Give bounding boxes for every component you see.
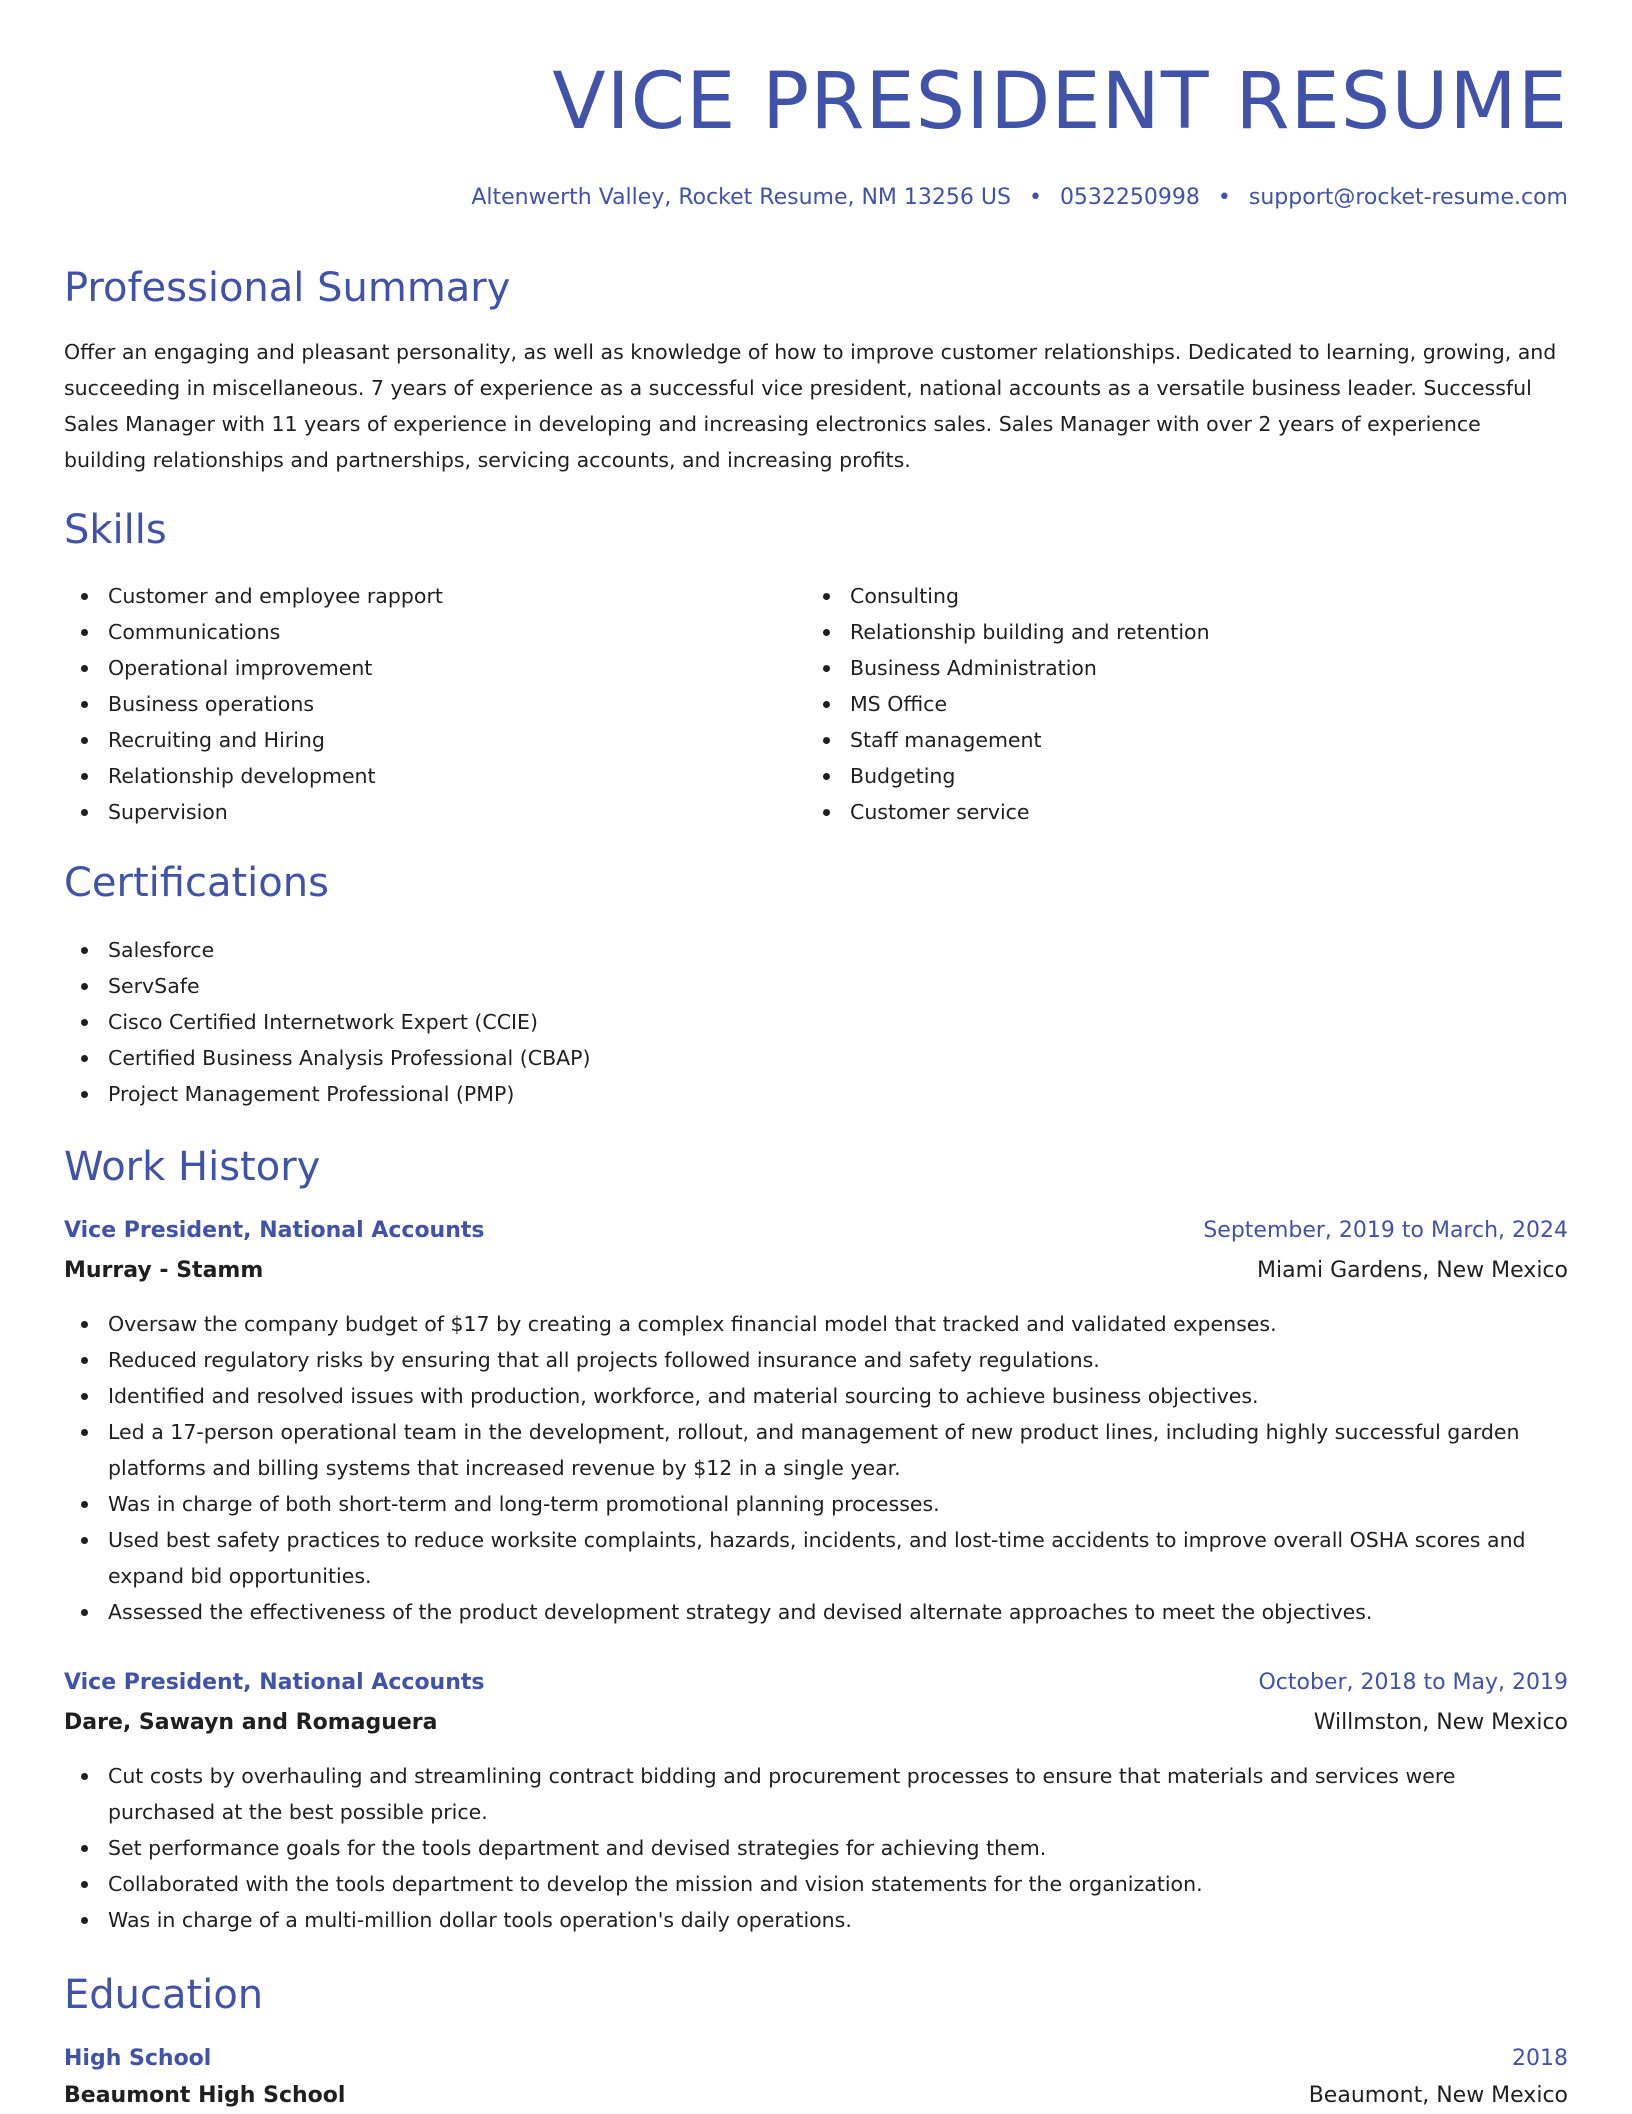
certification-item: Salesforce <box>64 932 1568 968</box>
job-bullets <box>64 1758 1568 1938</box>
job-bullet: Oversaw the company budget of $17 by creating a complex financial model that tracked and validated expenses. <box>64 1306 1568 1342</box>
contact-separator: • <box>1028 185 1042 210</box>
skill-item: Business operations <box>64 686 804 722</box>
contact-address: Altenwerth Valley, Rocket Resume, NM 13256 US <box>471 185 1011 210</box>
summary-text: Offer an engaging and pleasant personality, as well as knowledge of how to improve customer relationships. Dedicated to learning, growing, and succeeding in miscellaneous. 7 years of experience as a successful vice president, national accounts as a versatile business leader. Successful Sales Manager with 11 years of experience in developing and increasing electronics sales. Sales Manager with over 2 years of experience building relationships and partnerships, servicing accounts, and increasing profits. <box>64 340 1557 472</box>
job-bullet: Was in charge of both short-term and long-term promotional planning processes. <box>64 1486 1568 1522</box>
skill-item: Customer service <box>806 794 1546 830</box>
contact-email[interactable]: support@rocket-resume.com <box>1248 185 1568 210</box>
skill-item: Staff management <box>806 722 1546 758</box>
resume-title: VICE PRESIDENT RESUME <box>552 57 1568 147</box>
job-bullet: Collaborated with the tools department to develop the mission and vision statements for the organization. <box>64 1866 1568 1902</box>
certifications-list <box>64 932 1568 1112</box>
education-degree: High School <box>64 2046 212 2071</box>
skill-item: Recruiting and Hiring <box>64 722 804 758</box>
job-dates: October, 2018 to May, 2019 <box>1258 1670 1568 1695</box>
contact-separator: • <box>1217 185 1231 210</box>
skills-list-left <box>64 578 804 830</box>
job-employer: Dare, Sawayn and Romaguera <box>64 1710 438 1735</box>
skill-item: Budgeting <box>806 758 1546 794</box>
skill-item: MS Office <box>806 686 1546 722</box>
skill-item: Consulting <box>806 578 1546 614</box>
skill-item: Relationship development <box>64 758 804 794</box>
job-bullet: Set performance goals for the tools department and devised strategies for achieving them. <box>64 1830 1568 1866</box>
work-history-heading: Work History <box>64 1144 321 1190</box>
job-bullet: Was in charge of a multi-million dollar tools operation's daily operations. <box>64 1902 1568 1938</box>
job-bullet: Assessed the effectiveness of the product development strategy and devised alternate approaches to meet the objectives. <box>64 1594 1568 1630</box>
education-heading: Education <box>64 1972 264 2018</box>
skills-heading: Skills <box>64 507 167 553</box>
skill-item: Communications <box>64 614 804 650</box>
job-title: Vice President, National Accounts <box>64 1670 485 1695</box>
skill-item: Business Administration <box>806 650 1546 686</box>
certification-item: Project Management Professional (PMP) <box>64 1076 1568 1112</box>
skill-item: Operational improvement <box>64 650 804 686</box>
certifications-heading: Certifications <box>64 860 329 906</box>
job-location: Willmston, New Mexico <box>1313 1710 1568 1735</box>
skill-item: Supervision <box>64 794 804 830</box>
education-school: Beaumont High School <box>64 2083 346 2108</box>
job-location: Miami Gardens, New Mexico <box>1257 1258 1568 1283</box>
education-location: Beaumont, New Mexico <box>1308 2083 1568 2108</box>
education-year: 2018 <box>1512 2046 1568 2071</box>
job-bullet: Led a 17-person operational team in the development, rollout, and management of new product lines, including highly successful garden platforms and billing systems that increased revenue by $12 in a single year. <box>64 1414 1568 1486</box>
certification-item: ServSafe <box>64 968 1568 1004</box>
job-bullets <box>64 1306 1568 1630</box>
summary-heading: Professional Summary <box>64 265 511 311</box>
job-dates: September, 2019 to March, 2024 <box>1203 1218 1568 1243</box>
contact-phone: 0532250998 <box>1059 185 1200 210</box>
job-bullet: Reduced regulatory risks by ensuring that all projects followed insurance and safety regulations. <box>64 1342 1568 1378</box>
certification-item: Cisco Certified Internetwork Expert (CCIE) <box>64 1004 1568 1040</box>
job-employer: Murray - Stamm <box>64 1258 264 1283</box>
job-bullet: Cut costs by overhauling and streamlining contract bidding and procurement processes to ensure that materials and services were purchased at the best possible price. <box>64 1758 1568 1830</box>
job-bullet: Identified and resolved issues with production, workforce, and material sourcing to achieve business objectives. <box>64 1378 1568 1414</box>
job-title: Vice President, National Accounts <box>64 1218 485 1243</box>
certification-item: Certified Business Analysis Professional (CBAP) <box>64 1040 1568 1076</box>
skill-item: Customer and employee rapport <box>64 578 804 614</box>
skill-item: Relationship building and retention <box>806 614 1546 650</box>
skills-list-right <box>806 578 1546 830</box>
contact-line <box>471 180 1568 216</box>
job-bullet: Used best safety practices to reduce worksite complaints, hazards, incidents, and lost-time accidents to improve overall OSHA scores and expand bid opportunities. <box>64 1522 1568 1594</box>
